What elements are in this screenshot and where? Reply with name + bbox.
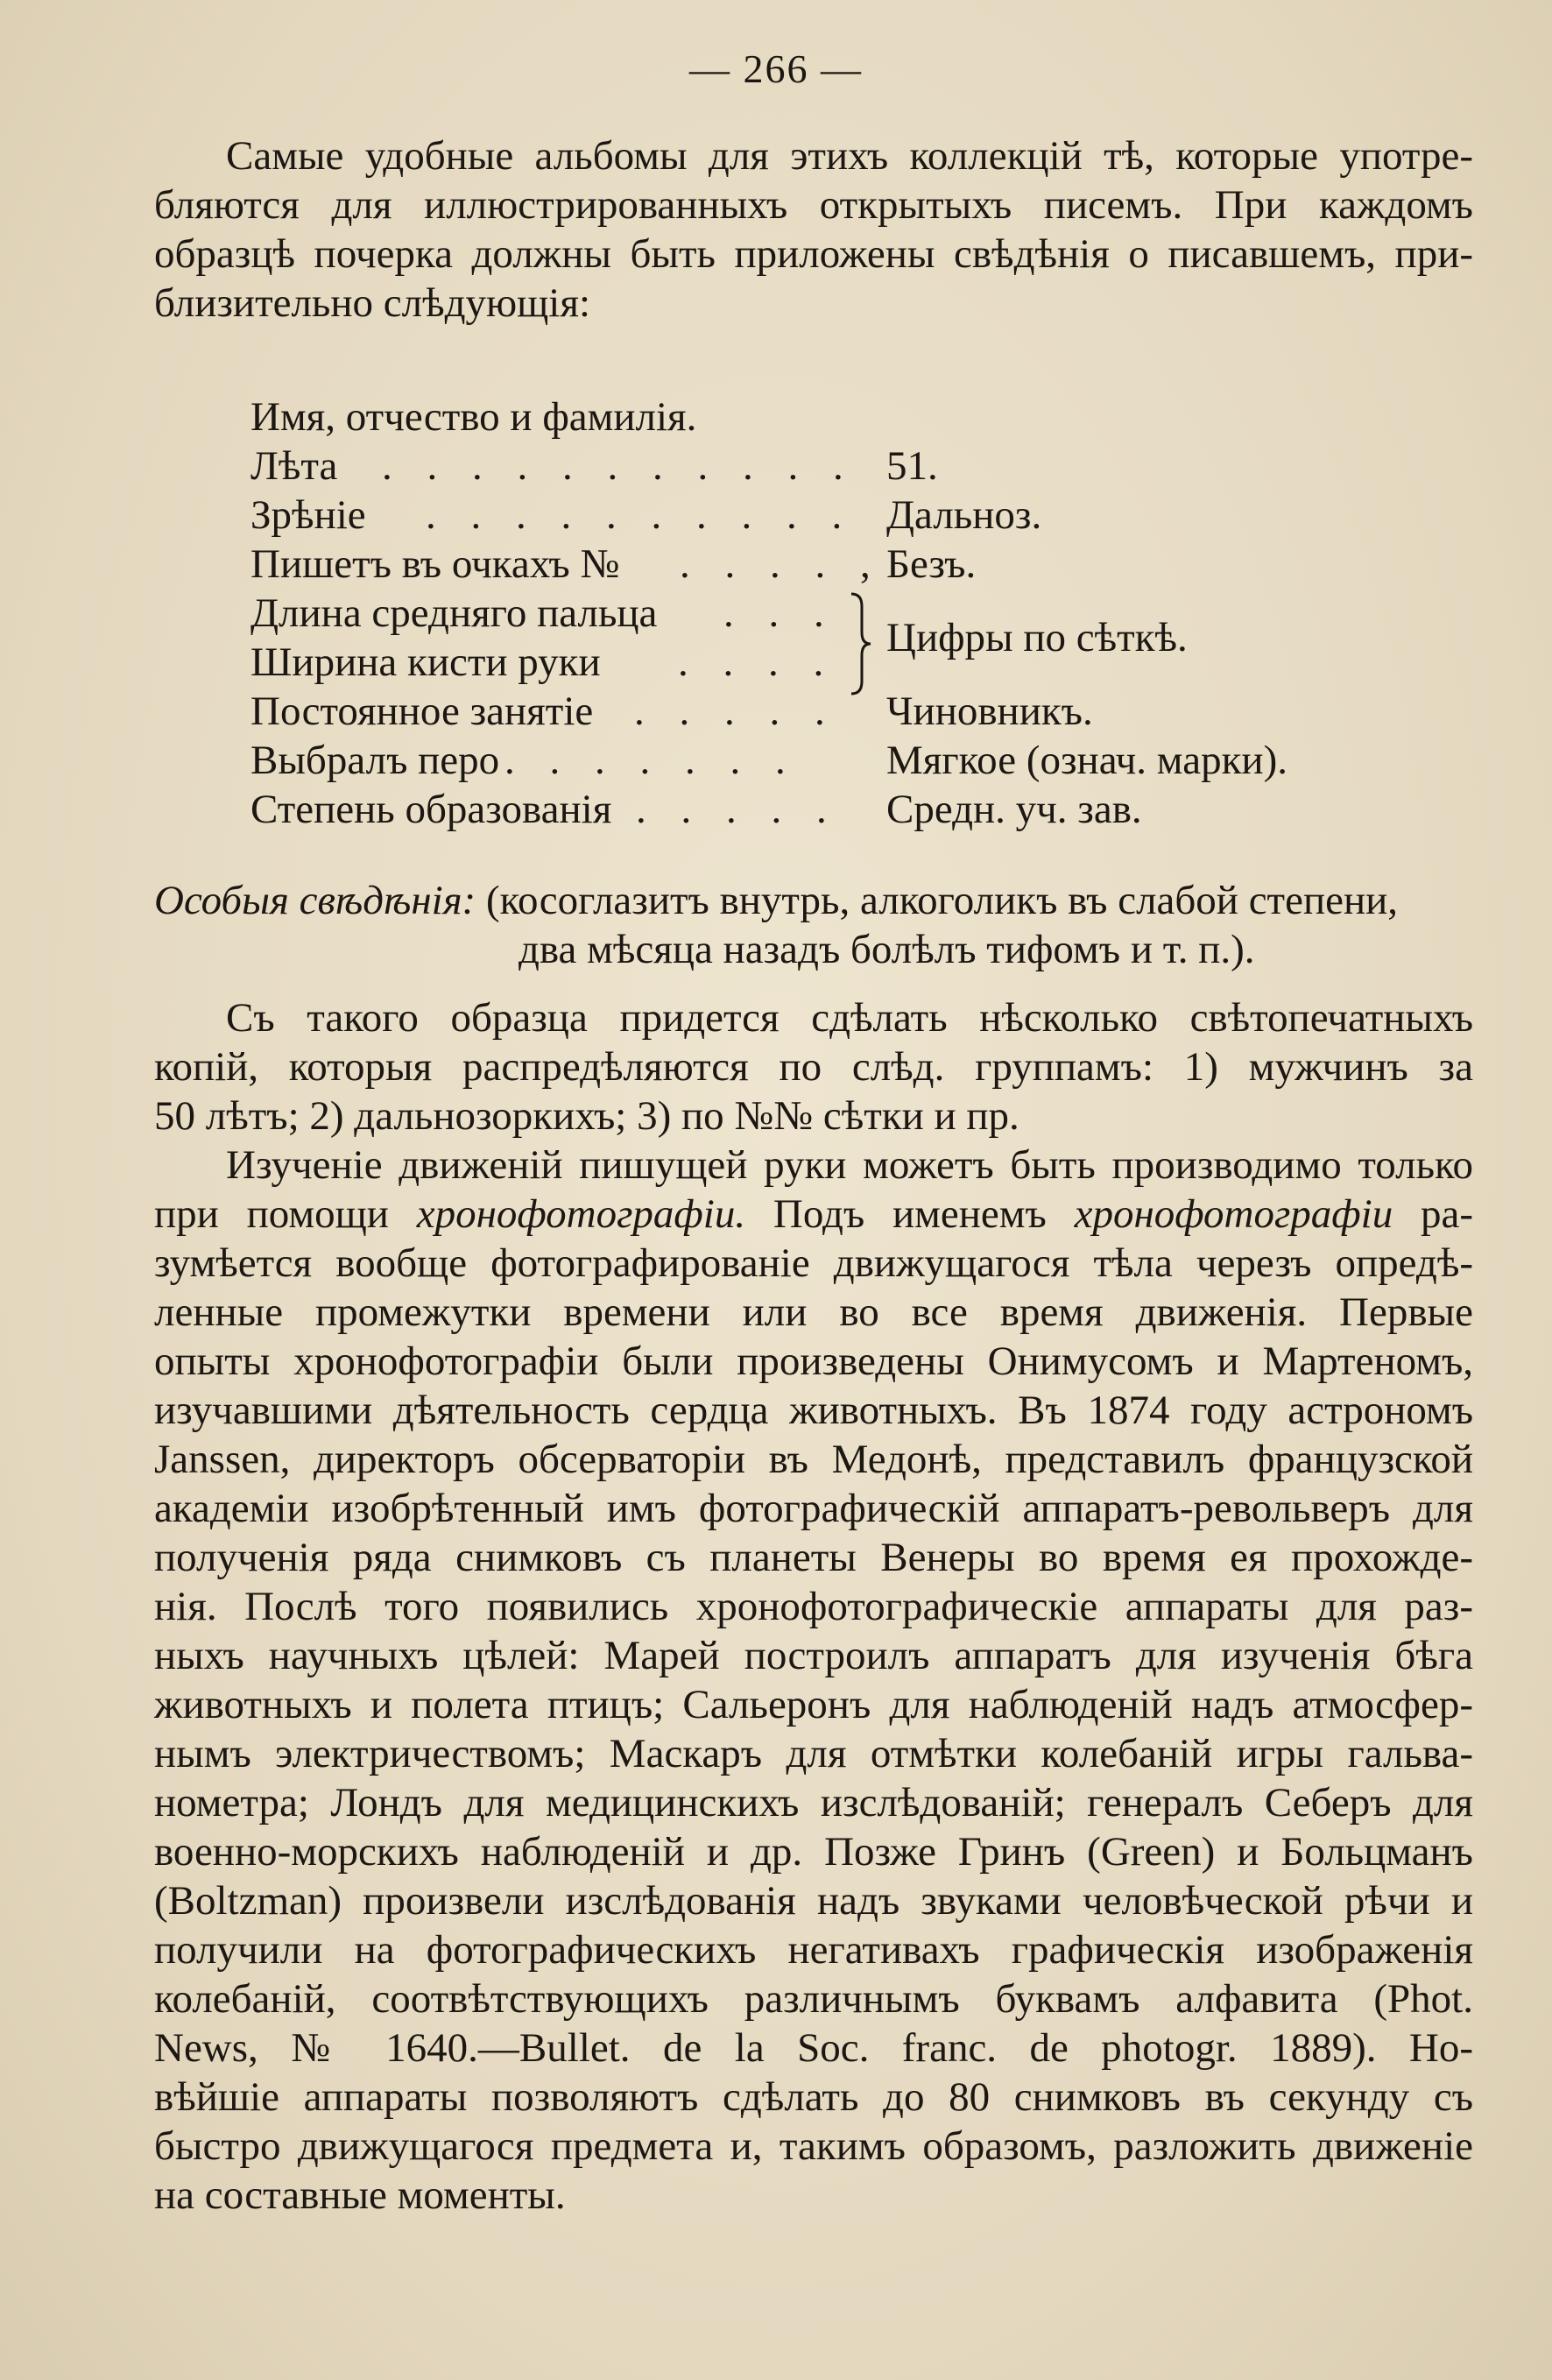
form-row-value: Безъ. <box>886 541 977 587</box>
text-line: вѣйшіе аппараты позволяютъ сдѣлать до 80 снимковъ въ секунду съ <box>154 2074 1473 2120</box>
text-line: ленные промежутки времени или во все время движенія. Первые <box>154 1289 1473 1335</box>
text-line: при помощи хронофотографіи. Подъ именемъ хронофотографіи ра- <box>154 1191 1474 1237</box>
text-line: изучавшими дѣятельность сердца животныхъ. Въ 1874 году астрономъ <box>154 1388 1473 1433</box>
form-row-value: Средн. уч. зав. <box>886 787 1142 832</box>
text-line: Janssen, директоръ обсерваторіи въ Медонѣ, представилъ французской <box>154 1437 1473 1482</box>
text-line: нымъ электричествомъ; Маскаръ для отмѣтки колебаній игры гальва- <box>154 1731 1473 1776</box>
form-row-dots: . . . . . <box>636 787 839 832</box>
form-row-value: 51. <box>886 443 938 489</box>
intro-paragraph <box>154 131 1473 328</box>
book-page: — 266 — Самые удобные альбомы для этихъ коллекцій тѣ, которые употре- бляются для иллюстрированныхъ открытыхъ писемъ. При каждомъ образцѣ почерка должны быть приложены свѣдѣнія о писавшемъ, при- близительно слѣдующія: Имя, отчество и фамилія. Лѣта . . . . . . . . . . . 51. Зрѣніе . . . . . . . . . . Дальноз. Пишетъ въ очкахъ № . . . . , Безъ. Длина средняго пальца . . . Ширина кисти руки . . . . Цифры по сѣткѣ. Постоянное занятіе . . . . . Чиновникъ. Выбралъ перо . . . . . . . Мягкое (означ. марки). Степень образованія . . . . . Средн. уч. зав. Особыя свѣдѣнія: (косоглазитъ внутрь, алкоголикъ въ слабой степени, два мѣсяца назадъ болѣлъ тифомъ и т. п.). Съ такого образца придется сдѣлать нѣсколько свѣтопечатныхъ копій, которыя распредѣляются по слѣд. группамъ: 1) мужчинъ за 50 лѣтъ; 2) дальнозоркихъ; 3) по №№ сѣтки и пр. Изученіе движеній пишущей руки можетъ быть производимо только при помощи хронофотографіи. Подъ именемъ хронофотографіи ра- зумѣется вообще фотографированіе движущагося тѣла черезъ опредѣ- ленные промежутки времени или во все время движенія. Первые опыты хронофотографіи были произведены Онимусомъ и Мартеномъ, изучавшими дѣятельность сердца животныхъ. Въ 1874 году астрономъ Janssen, директоръ обсерваторіи въ Медонѣ, представилъ французской академіи изобрѣтенный имъ фотографическій аппаратъ-револьверъ для полученія ряда снимковъ съ планеты Венеры во время ея прохожде- нія. Послѣ того появились хронофотографическіе аппараты для раз- ныхъ научныхъ цѣлей: Марей построилъ аппаратъ для изученія бѣга животныхъ и полета птицъ; Сальеронъ для наблюденій надъ атмосфер- нымъ электричествомъ; Маскаръ для отмѣтки колебаній игры гальва- нометра; Лондъ для медицинскихъ изслѣдованій; генералъ Себеръ для военно-морскихъ наблюденій и др. Позже Гринъ (Green) и Больцманъ (Boltzman) произвели изслѣдованія надъ звуками человѣческой рѣчи и получили на фотографическихъ негативахъ графическія изображенія колебаній, соотвѣтствующихъ различнымъ буквамъ алфавита (Phot. News, № 1640.—Bullet. de la Soc. franc. de photogr. 1889). Но- вѣйшіе аппараты позволяютъ сдѣлать до 80 снимковъ въ секунду съ быстро движущагося предмета и, такимъ образомъ, разложить движеніе на составные моменты. <box>0 0 1552 2380</box>
form-row-dots: . . . . , <box>680 541 883 587</box>
text-line: Съ такого образца придется сдѣлать нѣсколько свѣтопечатныхъ <box>226 995 1473 1041</box>
paragraph-copies <box>154 993 1473 1141</box>
form-row-dots: . . . <box>723 590 836 636</box>
text-line: Самые удобные альбомы для этихъ коллекцій тѣ, которые употре- <box>226 133 1473 179</box>
form-row-value: Мягкое (означ. марки). <box>886 738 1287 783</box>
form-row-label: Ширина кисти руки <box>250 639 601 685</box>
form-row-label: Длина средняго пальца <box>250 590 658 636</box>
form-row-label: Степень образованія <box>250 787 612 832</box>
text-line: животныхъ и полета птицъ; Сальеронъ для наблюденій надъ атмосфер- <box>154 1682 1473 1727</box>
form-row-value: Чиновникъ. <box>886 689 1093 734</box>
text-line: нометра; Лондъ для медицинскихъ изслѣдованій; генералъ Себеръ для <box>154 1780 1473 1826</box>
text-line: 50 лѣтъ; 2) дальнозоркихъ; 3) по №№ сѣтки и пр. <box>154 1093 1019 1139</box>
form-row-dots: . . . . . . . . . . <box>426 492 855 538</box>
text-line: получили на фотографическихъ негативахъ графическія изображенія <box>154 1927 1473 1973</box>
text-line: военно-морскихъ наблюденій и др. Позже Гринъ (Green) и Больцманъ <box>154 1829 1473 1875</box>
curly-brace <box>848 592 874 696</box>
form-row-dots: . . . . . . . . . . . <box>382 443 856 489</box>
page-number: — 266 — <box>689 46 863 91</box>
form-row-dots: . . . . . <box>634 689 837 734</box>
text-line: быстро движущагося предмета и, такимъ образомъ, разложить движеніе <box>154 2123 1473 2169</box>
text-line: копій, которыя распредѣляются по слѣд. группамъ: 1) мужчинъ за <box>154 1044 1473 1090</box>
special-notes <box>154 876 1398 925</box>
form-row-label: Зрѣніе <box>250 492 366 538</box>
special-notes-label: Особыя свѣдѣнія: <box>154 878 476 923</box>
text-line: близительно слѣдующія: <box>154 280 591 326</box>
form-row-value: Дальноз. <box>886 492 1042 538</box>
form-row-dots: . . . . . . . <box>504 738 798 783</box>
form-row-label: Лѣта <box>250 443 338 489</box>
form-row-label: Постоянное занятіе <box>250 689 594 734</box>
text-line: (Boltzman) произвели изслѣдованія надъ звуками человѣческой рѣчи и <box>154 1878 1473 1924</box>
text-line: Изученіе движеній пишущей руки можетъ быть производимо только <box>226 1142 1473 1188</box>
special-notes-line2: два мѣсяца назадъ болѣлъ тифомъ и т. п.). <box>519 927 1255 972</box>
special-notes-line1: (косоглазитъ внутрь, алкоголикъ въ слабой степени, <box>485 878 1399 923</box>
text-line: опыты хронофотографіи были произведены Онимусомъ и Мартеномъ, <box>154 1338 1473 1384</box>
form-row-label: Пишетъ въ очкахъ № <box>250 541 620 587</box>
text-line: нія. Послѣ того появились хронофотографическіе аппараты для раз- <box>154 1584 1473 1629</box>
text-line: колебаній, соотвѣтствующихъ различнымъ буквамъ алфавита (Phot. <box>154 1976 1473 2022</box>
text-line: полученія ряда снимковъ съ планеты Венеры во время ея прохожде- <box>154 1535 1473 1580</box>
text-line: образцѣ почерка должны быть приложены свѣдѣнія о писавшемъ, при- <box>154 231 1473 277</box>
text-line: бляются для иллюстрированныхъ открытыхъ писемъ. При каждомъ <box>154 182 1473 228</box>
paragraph-chronophotography <box>154 1141 1473 2220</box>
text-line: зумѣется вообще фотографированіе движущагося тѣла черезъ опредѣ- <box>154 1240 1473 1286</box>
text-line: на составные моменты. <box>154 2172 566 2218</box>
form-row-dots: . . . . <box>678 639 836 685</box>
text-line: News, № 1640.—Bullet. de la Soc. franc. de photogr. 1889). Но- <box>154 2025 1473 2071</box>
form-row-label: Выбралъ перо <box>250 738 500 783</box>
text-line: академіи изобрѣтенный имъ фотографическій аппаратъ-револьверъ для <box>154 1486 1473 1531</box>
text-line: ныхъ научныхъ цѣлей: Марей построилъ аппаратъ для изученія бѣга <box>154 1633 1473 1678</box>
